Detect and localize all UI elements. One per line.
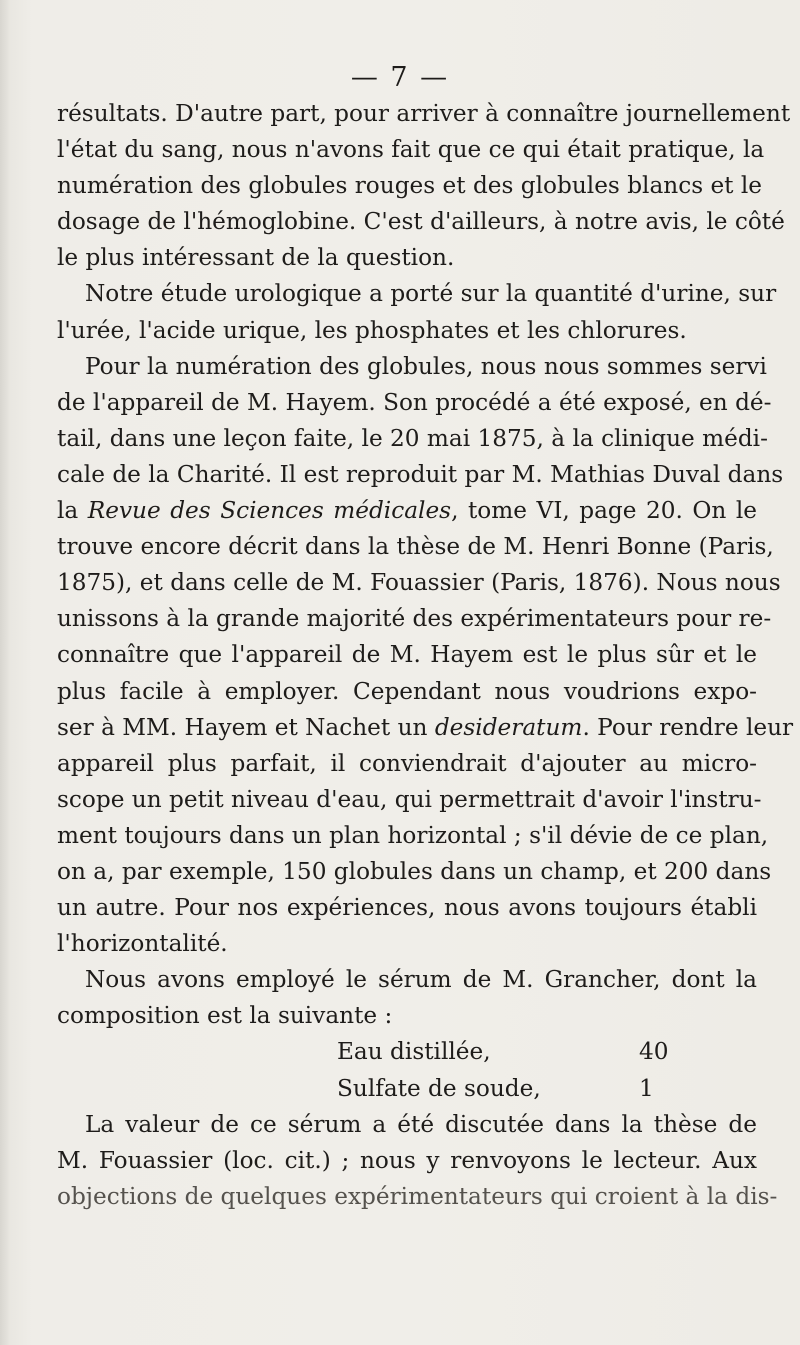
page-number: — 7 — <box>350 62 450 93</box>
text-line: trouve encore décrit dans la thèse de M. Henri Bonne (Paris, <box>57 533 774 561</box>
latin-term: desideratum <box>434 713 583 741</box>
text-line: l'état du sang, nous n'avons fait que ce qui était pratique, la <box>57 136 765 164</box>
text-line: tail, dans une leçon faite, le 20 mai 1875, à la clinique médi- <box>57 424 768 452</box>
text-line: 1875), et dans celle de M. Fouassier (Paris, 1876). Nous nous <box>57 569 781 597</box>
text-line: résultats. D'autre part, pour arriver à connaître journellement <box>57 100 791 127</box>
text-segment: , tome VI, page 20. On le <box>451 497 757 525</box>
text-line: l'horizontalité. <box>57 930 228 958</box>
text-line: composition est la suivante : <box>57 1002 393 1030</box>
text-segment: la <box>57 497 88 525</box>
text-line: scope un petit niveau d'eau, qui permettrait d'avoir l'instru- <box>57 785 762 813</box>
formula-row <box>57 1071 757 1107</box>
formula-quantity: 40 <box>639 1038 669 1066</box>
text-line: plus facile à employer. Cependant nous voudrions expo- <box>57 677 757 705</box>
text-line: connaître que l'appareil de M. Hayem est le plus sûr et le <box>57 641 757 669</box>
body-text <box>57 96 794 1215</box>
text-line: ment toujours dans un plan horizontal ; s'il dévie de ce plan, <box>57 821 769 849</box>
text-line: numération des globules rouges et des globules blancs et le <box>57 172 763 200</box>
text-line: de l'appareil de M. Hayem. Son procédé a été exposé, en dé- <box>57 388 772 416</box>
formula-row <box>57 1034 757 1070</box>
text-segment: . Pour rendre leur <box>582 713 794 741</box>
journal-title: Revue des Sciences médicales <box>87 497 452 525</box>
text-segment: ser à MM. Hayem et Nachet un <box>57 713 435 741</box>
text-line: on a, par exemple, 150 globules dans un champ, et 200 dans <box>57 857 772 885</box>
formula-ingredient: Eau distillée, <box>337 1038 491 1066</box>
page-binding-shadow <box>0 0 10 1345</box>
formula-ingredient: Sulfate de soude, <box>337 1074 541 1102</box>
paragraph-start-line: La valeur de ce sérum a été discutée dans la thèse de <box>85 1110 757 1138</box>
paragraph-start-line: Pour la numération des globules, nous nous sommes servi <box>85 352 767 380</box>
text-line: M. Fouassier (loc. cit.) ; nous y renvoyons le lecteur. Aux <box>57 1146 757 1174</box>
text-line: objections de quelques expérimentateurs qui croient à la dis- <box>57 1182 778 1210</box>
formula-quantity: 1 <box>639 1074 654 1102</box>
text-line: unissons à la grande majorité des expérimentateurs pour re- <box>57 605 772 633</box>
text-line: appareil plus parfait, il conviendrait d'ajouter au micro- <box>57 749 757 777</box>
text-line-with-italic <box>57 493 757 529</box>
paragraph-start-line: Notre étude urologique a porté sur la quantité d'urine, sur <box>85 280 777 308</box>
text-line-with-italic <box>57 710 794 746</box>
text-line: cale de la Charité. Il est reproduit par M. Mathias Duval dans <box>57 460 784 488</box>
paragraph-start-line: Nous avons employé le sérum de M. Grancher, dont la <box>85 966 757 994</box>
text-line: le plus intéressant de la question. <box>57 244 455 272</box>
text-line: un autre. Pour nos expériences, nous avons toujours établi <box>57 894 757 922</box>
text-line: dosage de l'hémoglobine. C'est d'ailleurs, à notre avis, le côté <box>57 208 785 236</box>
text-line: l'urée, l'acide urique, les phosphates et les chlorures. <box>57 316 687 344</box>
